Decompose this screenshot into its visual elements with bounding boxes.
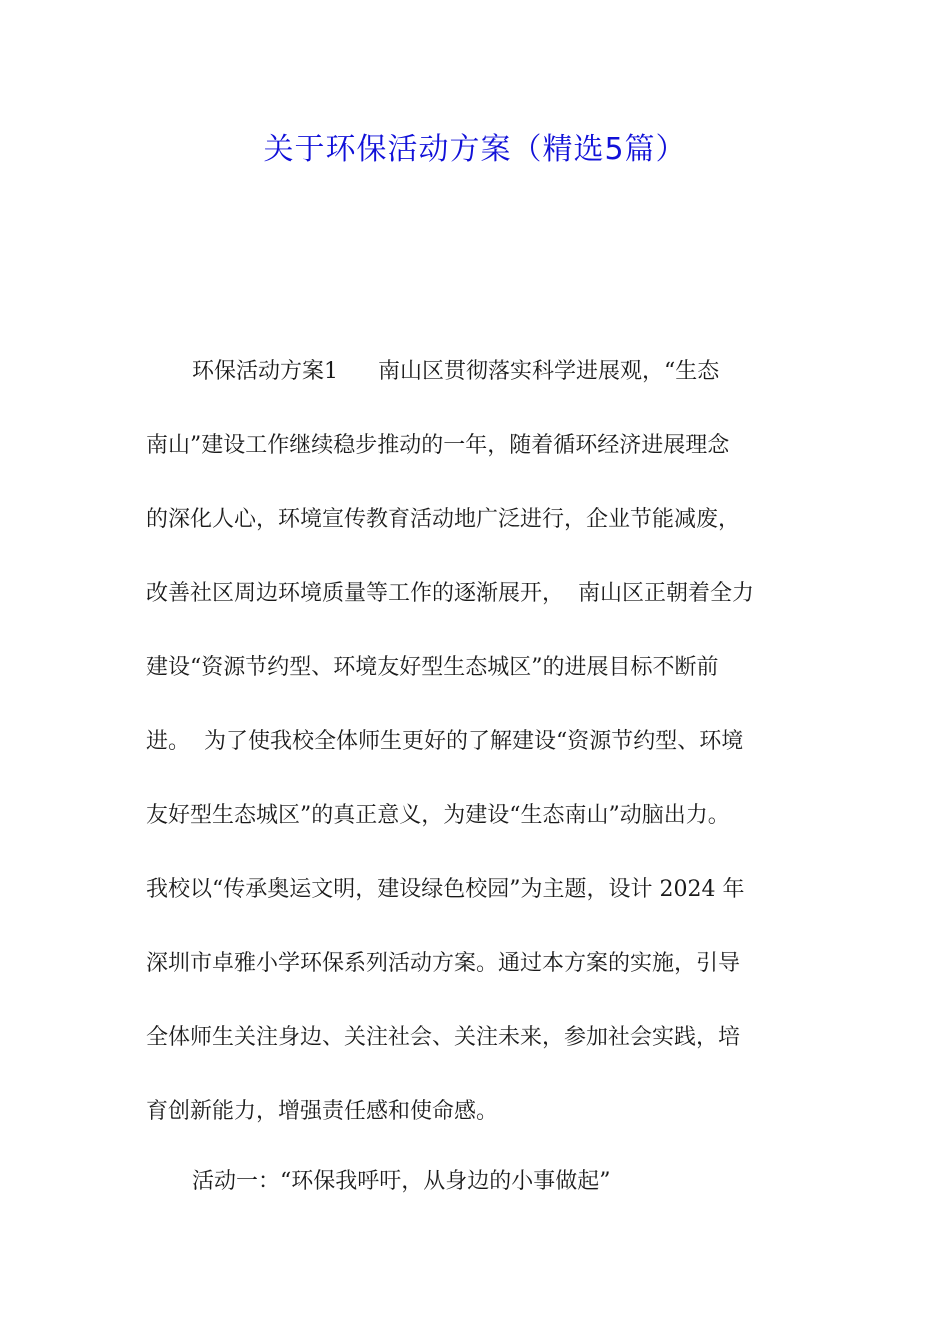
paragraph-line xyxy=(146,557,812,631)
section-heading: 环保活动方案1 xyxy=(192,359,338,384)
paragraph-line: 全体师生关注身边、关注社会、关注未来，参加社会实践，培 xyxy=(146,1025,741,1050)
text-segment: 南山区贯彻落实科学进展观，“生态 xyxy=(378,359,720,384)
paragraph-line: 建设“资源节约型、环境友好型生态城区”的进展目标不断前 xyxy=(146,655,719,680)
paragraph-line: 南山”建设工作继续稳步推动的一年，随着循环经济进展理念 xyxy=(146,433,730,458)
text-segment: 为了使我校全体师生更好的了解建设“资源节约型、环境 xyxy=(204,729,744,754)
paragraph-line xyxy=(146,705,812,779)
paragraph-line: 深圳市卓雅小学环保系列活动方案。通过本方案的实施，引导 xyxy=(146,951,741,976)
paragraph-line: 友好型生态城区”的真正意义，为建设“生态南山”动脑出力。 xyxy=(146,803,730,828)
paragraph-line xyxy=(146,335,812,409)
text-segment: 南山区正朝着全力 xyxy=(578,581,755,606)
paragraph-line: 的深化人心，环境宣传教育活动地广泛进行，企业节能减废， xyxy=(146,507,741,532)
text-segment: 进。 xyxy=(146,729,191,754)
paragraph-line: 育创新能力，增强责任感和使命感。 xyxy=(146,1099,499,1124)
document-title: 关于环保活动方案（精选5篇） xyxy=(263,132,687,167)
paragraph-line: 我校以“传承奥运文明，建设绿色校园”为主题，设计 2024 年 xyxy=(146,877,745,902)
activity-heading: 活动一：“环保我呼吁，从身边的小事做起” xyxy=(192,1169,611,1194)
document-body xyxy=(146,335,812,1149)
text-segment: 改善社区周边环境质量等工作的逐渐展开， xyxy=(146,581,565,606)
